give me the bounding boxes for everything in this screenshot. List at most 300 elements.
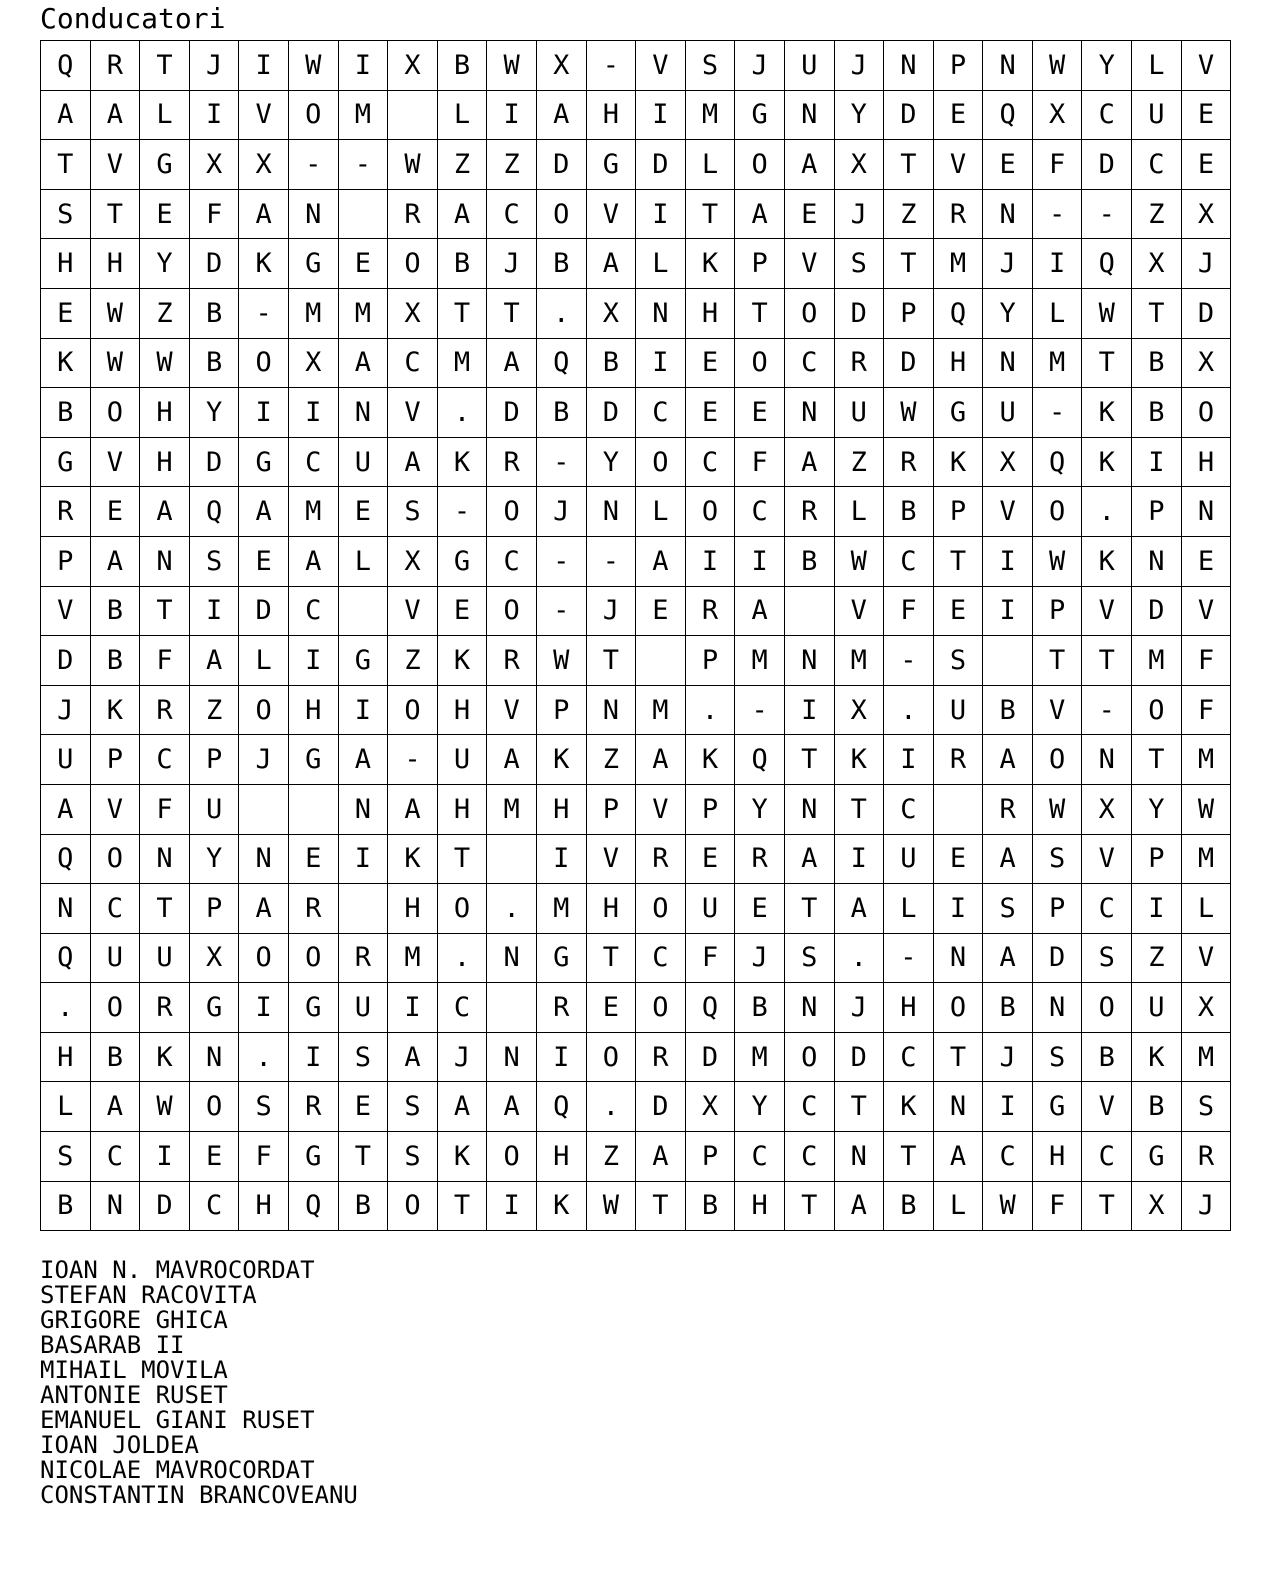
grid-cell[interactable]: K — [1082, 388, 1132, 438]
grid-cell[interactable]: W — [90, 338, 140, 388]
grid-cell[interactable]: M — [685, 90, 735, 140]
grid-cell[interactable]: C — [636, 933, 686, 983]
grid-cell[interactable]: T — [1032, 636, 1082, 686]
grid-cell[interactable]: K — [239, 239, 289, 289]
grid-cell[interactable]: O — [90, 834, 140, 884]
grid-cell[interactable]: O — [636, 884, 686, 934]
grid-cell[interactable]: - — [536, 437, 586, 487]
grid-cell[interactable]: N — [1082, 735, 1132, 785]
grid-cell[interactable]: A — [536, 90, 586, 140]
grid-cell[interactable]: L — [140, 90, 190, 140]
grid-cell[interactable]: E — [90, 487, 140, 537]
grid-cell[interactable]: Q — [41, 933, 91, 983]
grid-cell[interactable]: A — [239, 487, 289, 537]
grid-cell[interactable]: D — [884, 90, 934, 140]
grid-cell[interactable]: E — [437, 586, 487, 636]
grid-cell[interactable]: C — [388, 338, 438, 388]
grid-cell[interactable]: H — [933, 338, 983, 388]
grid-cell[interactable]: J — [239, 735, 289, 785]
grid-cell[interactable]: A — [388, 784, 438, 834]
grid-cell[interactable]: P — [1132, 834, 1182, 884]
grid-cell[interactable]: M — [1132, 636, 1182, 686]
grid-cell[interactable]: J — [735, 933, 785, 983]
grid-cell[interactable]: R — [487, 636, 537, 686]
grid-cell[interactable]: D — [1181, 288, 1231, 338]
grid-cell[interactable]: O — [735, 140, 785, 190]
grid-cell[interactable]: - — [1082, 189, 1132, 239]
grid-cell[interactable]: C — [784, 338, 834, 388]
grid-cell[interactable]: S — [388, 487, 438, 537]
grid-cell[interactable]: N — [1132, 536, 1182, 586]
grid-cell[interactable]: - — [586, 41, 636, 91]
grid-cell[interactable] — [784, 586, 834, 636]
grid-cell[interactable]: T — [933, 1032, 983, 1082]
grid-cell[interactable]: I — [735, 536, 785, 586]
grid-cell[interactable]: Z — [140, 288, 190, 338]
grid-cell[interactable]: T — [784, 735, 834, 785]
grid-cell[interactable]: Y — [1132, 784, 1182, 834]
grid-cell[interactable]: J — [586, 586, 636, 636]
grid-cell[interactable]: E — [1181, 536, 1231, 586]
grid-cell[interactable]: M — [1181, 735, 1231, 785]
grid-cell[interactable]: A — [437, 1082, 487, 1132]
grid-cell[interactable]: A — [983, 933, 1033, 983]
grid-cell[interactable]: T — [784, 884, 834, 934]
grid-cell[interactable]: U — [685, 884, 735, 934]
grid-cell[interactable]: X — [834, 140, 884, 190]
grid-cell[interactable]: T — [784, 1181, 834, 1231]
grid-cell[interactable]: . — [437, 933, 487, 983]
grid-cell[interactable]: G — [1132, 1132, 1182, 1182]
grid-cell[interactable]: - — [1032, 189, 1082, 239]
grid-cell[interactable]: W — [884, 388, 934, 438]
grid-cell[interactable]: N — [784, 636, 834, 686]
grid-cell[interactable]: H — [1032, 1132, 1082, 1182]
grid-cell[interactable]: Y — [189, 834, 239, 884]
grid-cell[interactable]: O — [1032, 735, 1082, 785]
grid-cell[interactable]: T — [685, 189, 735, 239]
grid-cell[interactable]: D — [140, 1181, 190, 1231]
grid-cell[interactable]: A — [933, 1132, 983, 1182]
grid-cell[interactable] — [338, 189, 388, 239]
grid-cell[interactable]: T — [884, 239, 934, 289]
grid-cell[interactable]: E — [735, 884, 785, 934]
grid-cell[interactable]: I — [636, 338, 686, 388]
grid-cell[interactable]: H — [586, 90, 636, 140]
grid-cell[interactable]: Y — [735, 1082, 785, 1132]
grid-cell[interactable]: D — [41, 636, 91, 686]
grid-cell[interactable]: A — [90, 1082, 140, 1132]
grid-cell[interactable]: F — [884, 586, 934, 636]
grid-cell[interactable]: V — [933, 140, 983, 190]
grid-cell[interactable]: Z — [388, 636, 438, 686]
grid-cell[interactable]: G — [288, 983, 338, 1033]
grid-cell[interactable]: Y — [586, 437, 636, 487]
grid-cell[interactable]: I — [189, 586, 239, 636]
grid-cell[interactable]: D — [189, 437, 239, 487]
grid-cell[interactable]: N — [983, 189, 1033, 239]
grid-cell[interactable]: B — [983, 983, 1033, 1033]
grid-cell[interactable]: R — [834, 338, 884, 388]
grid-cell[interactable]: G — [41, 437, 91, 487]
grid-cell[interactable]: R — [983, 784, 1033, 834]
grid-cell[interactable]: M — [1181, 834, 1231, 884]
grid-cell[interactable]: C — [1082, 884, 1132, 934]
grid-cell[interactable]: G — [288, 735, 338, 785]
grid-cell[interactable]: C — [983, 1132, 1033, 1182]
grid-cell[interactable]: - — [288, 140, 338, 190]
grid-cell[interactable]: Z — [437, 140, 487, 190]
grid-cell[interactable]: T — [586, 933, 636, 983]
grid-cell[interactable]: M — [1181, 1032, 1231, 1082]
grid-cell[interactable]: Z — [487, 140, 537, 190]
grid-cell[interactable]: B — [1132, 338, 1182, 388]
grid-cell[interactable]: P — [41, 536, 91, 586]
grid-cell[interactable]: J — [536, 487, 586, 537]
grid-cell[interactable]: W — [1082, 288, 1132, 338]
grid-cell[interactable]: K — [536, 735, 586, 785]
grid-cell[interactable]: C — [735, 487, 785, 537]
grid-cell[interactable]: A — [388, 437, 438, 487]
grid-cell[interactable]: . — [834, 933, 884, 983]
grid-cell[interactable]: M — [834, 636, 884, 686]
grid-cell[interactable]: E — [586, 983, 636, 1033]
grid-cell[interactable]: - — [239, 288, 289, 338]
grid-cell[interactable]: S — [834, 239, 884, 289]
grid-cell[interactable]: A — [735, 189, 785, 239]
grid-cell[interactable]: V — [1181, 586, 1231, 636]
grid-cell[interactable]: D — [636, 140, 686, 190]
grid-cell[interactable]: H — [140, 388, 190, 438]
grid-cell[interactable]: K — [884, 1082, 934, 1132]
grid-cell[interactable]: T — [140, 41, 190, 91]
grid-cell[interactable]: S — [41, 189, 91, 239]
grid-cell[interactable]: K — [437, 636, 487, 686]
grid-cell[interactable]: U — [338, 983, 388, 1033]
grid-cell[interactable]: A — [784, 834, 834, 884]
grid-cell[interactable]: T — [1132, 288, 1182, 338]
grid-cell[interactable]: G — [536, 933, 586, 983]
grid-cell[interactable]: Y — [983, 288, 1033, 338]
grid-cell[interactable]: A — [735, 586, 785, 636]
grid-cell[interactable]: M — [288, 487, 338, 537]
grid-cell[interactable]: J — [983, 1032, 1033, 1082]
grid-cell[interactable]: Q — [735, 735, 785, 785]
grid-cell[interactable]: X — [1181, 189, 1231, 239]
grid-cell[interactable]: T — [834, 1082, 884, 1132]
grid-cell[interactable]: O — [437, 884, 487, 934]
grid-cell[interactable]: I — [239, 41, 289, 91]
grid-cell[interactable]: N — [140, 834, 190, 884]
grid-cell[interactable]: A — [983, 834, 1033, 884]
grid-cell[interactable]: I — [784, 685, 834, 735]
grid-cell[interactable]: W — [140, 1082, 190, 1132]
grid-cell[interactable]: P — [933, 41, 983, 91]
grid-cell[interactable]: R — [487, 437, 537, 487]
grid-cell[interactable]: E — [239, 536, 289, 586]
grid-cell[interactable]: . — [487, 884, 537, 934]
grid-cell[interactable]: U — [933, 685, 983, 735]
grid-cell[interactable]: O — [90, 388, 140, 438]
grid-cell[interactable]: A — [834, 884, 884, 934]
grid-cell[interactable]: M — [735, 1032, 785, 1082]
grid-cell[interactable]: N — [884, 41, 934, 91]
grid-cell[interactable]: M — [338, 288, 388, 338]
grid-cell[interactable]: B — [437, 41, 487, 91]
grid-cell[interactable]: S — [41, 1132, 91, 1182]
grid-cell[interactable]: Q — [288, 1181, 338, 1231]
grid-cell[interactable]: W — [834, 536, 884, 586]
grid-cell[interactable]: N — [636, 288, 686, 338]
grid-cell[interactable]: - — [884, 933, 934, 983]
grid-cell[interactable]: V — [983, 487, 1033, 537]
grid-cell[interactable]: N — [834, 1132, 884, 1182]
grid-cell[interactable]: C — [884, 784, 934, 834]
grid-cell[interactable]: P — [735, 239, 785, 289]
grid-cell[interactable]: M — [536, 884, 586, 934]
grid-cell[interactable]: I — [1132, 437, 1182, 487]
grid-cell[interactable]: W — [1181, 784, 1231, 834]
grid-cell[interactable]: C — [1082, 90, 1132, 140]
grid-cell[interactable]: M — [933, 239, 983, 289]
grid-cell[interactable]: X — [1032, 90, 1082, 140]
grid-cell[interactable]: K — [388, 834, 438, 884]
grid-cell[interactable]: K — [90, 685, 140, 735]
grid-cell[interactable]: P — [933, 487, 983, 537]
grid-cell[interactable]: F — [735, 437, 785, 487]
grid-cell[interactable]: N — [1032, 983, 1082, 1033]
grid-cell[interactable]: A — [90, 536, 140, 586]
grid-cell[interactable]: A — [388, 1032, 438, 1082]
grid-cell[interactable]: I — [636, 189, 686, 239]
grid-cell[interactable]: Y — [735, 784, 785, 834]
grid-cell[interactable]: N — [784, 388, 834, 438]
grid-cell[interactable]: C — [288, 586, 338, 636]
grid-cell[interactable]: E — [1181, 140, 1231, 190]
grid-cell[interactable]: X — [239, 140, 289, 190]
grid-cell[interactable]: I — [239, 388, 289, 438]
grid-cell[interactable]: . — [239, 1032, 289, 1082]
grid-cell[interactable]: J — [735, 41, 785, 91]
grid-cell[interactable]: J — [983, 239, 1033, 289]
grid-cell[interactable]: Z — [834, 437, 884, 487]
grid-cell[interactable]: N — [41, 884, 91, 934]
grid-cell[interactable]: B — [90, 636, 140, 686]
grid-cell[interactable]: R — [685, 586, 735, 636]
grid-cell[interactable]: C — [1132, 140, 1182, 190]
grid-cell[interactable]: C — [784, 1082, 834, 1132]
grid-cell[interactable]: L — [636, 487, 686, 537]
grid-cell[interactable]: X — [189, 933, 239, 983]
grid-cell[interactable]: K — [1132, 1032, 1182, 1082]
grid-cell[interactable]: E — [685, 834, 735, 884]
grid-cell[interactable]: T — [586, 636, 636, 686]
grid-cell[interactable]: F — [685, 933, 735, 983]
grid-cell[interactable]: E — [735, 388, 785, 438]
grid-cell[interactable]: . — [586, 1082, 636, 1132]
grid-cell[interactable]: E — [983, 140, 1033, 190]
grid-cell[interactable]: W — [536, 636, 586, 686]
grid-cell[interactable]: R — [636, 834, 686, 884]
grid-cell[interactable]: E — [685, 338, 735, 388]
grid-cell[interactable]: X — [834, 685, 884, 735]
grid-cell[interactable]: R — [90, 41, 140, 91]
grid-cell[interactable]: R — [41, 487, 91, 537]
grid-cell[interactable]: B — [189, 288, 239, 338]
grid-cell[interactable]: Q — [41, 834, 91, 884]
grid-cell[interactable]: T — [338, 1132, 388, 1182]
grid-cell[interactable]: A — [90, 90, 140, 140]
grid-cell[interactable]: H — [437, 784, 487, 834]
grid-cell[interactable]: K — [1082, 536, 1132, 586]
grid-cell[interactable]: R — [784, 487, 834, 537]
grid-cell[interactable]: H — [536, 784, 586, 834]
grid-cell[interactable]: R — [288, 884, 338, 934]
grid-cell[interactable]: T — [437, 834, 487, 884]
grid-cell[interactable]: O — [90, 983, 140, 1033]
grid-cell[interactable]: K — [437, 437, 487, 487]
grid-cell[interactable]: Z — [1132, 933, 1182, 983]
grid-cell[interactable]: S — [983, 884, 1033, 934]
grid-cell[interactable]: X — [1132, 239, 1182, 289]
grid-cell[interactable]: U — [41, 735, 91, 785]
grid-cell[interactable]: N — [338, 784, 388, 834]
grid-cell[interactable]: V — [636, 41, 686, 91]
grid-cell[interactable]: D — [239, 586, 289, 636]
grid-cell[interactable]: W — [1032, 41, 1082, 91]
grid-cell[interactable]: K — [834, 735, 884, 785]
grid-cell[interactable]: O — [388, 1181, 438, 1231]
grid-cell[interactable]: K — [685, 735, 735, 785]
grid-cell[interactable]: Y — [834, 90, 884, 140]
grid-cell[interactable]: C — [487, 189, 537, 239]
grid-cell[interactable]: N — [983, 338, 1033, 388]
grid-cell[interactable]: P — [685, 636, 735, 686]
grid-cell[interactable]: S — [1032, 834, 1082, 884]
grid-cell[interactable]: O — [487, 487, 537, 537]
grid-cell[interactable]: A — [487, 735, 537, 785]
grid-cell[interactable]: C — [487, 536, 537, 586]
grid-cell[interactable]: E — [933, 90, 983, 140]
grid-cell[interactable]: N — [586, 685, 636, 735]
grid-cell[interactable]: U — [784, 41, 834, 91]
grid-cell[interactable]: K — [536, 1181, 586, 1231]
grid-cell[interactable]: F — [140, 636, 190, 686]
grid-cell[interactable]: C — [735, 1132, 785, 1182]
grid-cell[interactable]: B — [1082, 1032, 1132, 1082]
grid-cell[interactable]: T — [884, 140, 934, 190]
grid-cell[interactable]: T — [140, 586, 190, 636]
grid-cell[interactable]: A — [586, 239, 636, 289]
grid-cell[interactable]: . — [884, 685, 934, 735]
grid-cell[interactable]: B — [437, 239, 487, 289]
grid-cell[interactable]: T — [487, 288, 537, 338]
grid-cell[interactable]: O — [636, 437, 686, 487]
grid-cell[interactable]: D — [834, 1032, 884, 1082]
grid-cell[interactable]: I — [338, 41, 388, 91]
grid-cell[interactable]: N — [140, 536, 190, 586]
grid-cell[interactable]: E — [189, 1132, 239, 1182]
grid-cell[interactable]: T — [140, 884, 190, 934]
grid-cell[interactable] — [636, 636, 686, 686]
grid-cell[interactable]: V — [1032, 685, 1082, 735]
grid-cell[interactable]: P — [586, 784, 636, 834]
grid-cell[interactable]: G — [239, 437, 289, 487]
grid-cell[interactable]: L — [1032, 288, 1082, 338]
grid-cell[interactable]: - — [536, 586, 586, 636]
grid-cell[interactable]: G — [1032, 1082, 1082, 1132]
grid-cell[interactable]: F — [1181, 685, 1231, 735]
grid-cell[interactable]: H — [90, 239, 140, 289]
grid-cell[interactable]: L — [636, 239, 686, 289]
grid-cell[interactable]: G — [189, 983, 239, 1033]
grid-cell[interactable]: K — [685, 239, 735, 289]
grid-cell[interactable]: X — [288, 338, 338, 388]
grid-cell[interactable]: Q — [189, 487, 239, 537]
grid-cell[interactable]: K — [140, 1032, 190, 1082]
grid-cell[interactable]: I — [536, 834, 586, 884]
grid-cell[interactable]: I — [239, 983, 289, 1033]
grid-cell[interactable]: N — [933, 1082, 983, 1132]
grid-cell[interactable]: S — [1082, 933, 1132, 983]
grid-cell[interactable]: S — [388, 1082, 438, 1132]
grid-cell[interactable]: D — [884, 338, 934, 388]
grid-cell[interactable] — [983, 636, 1033, 686]
grid-cell[interactable]: B — [983, 685, 1033, 735]
grid-cell[interactable]: L — [1181, 884, 1231, 934]
grid-cell[interactable]: L — [1132, 41, 1182, 91]
grid-cell[interactable]: - — [437, 487, 487, 537]
grid-cell[interactable]: X — [1132, 1181, 1182, 1231]
grid-cell[interactable]: . — [536, 288, 586, 338]
grid-cell[interactable]: A — [487, 338, 537, 388]
grid-cell[interactable]: W — [487, 41, 537, 91]
grid-cell[interactable]: P — [1032, 884, 1082, 934]
grid-cell[interactable]: B — [784, 536, 834, 586]
grid-cell[interactable]: O — [487, 1132, 537, 1182]
grid-cell[interactable]: I — [189, 90, 239, 140]
grid-cell[interactable]: T — [884, 1132, 934, 1182]
grid-cell[interactable]: X — [189, 140, 239, 190]
grid-cell[interactable]: W — [140, 338, 190, 388]
grid-cell[interactable]: D — [536, 140, 586, 190]
grid-cell[interactable] — [338, 884, 388, 934]
grid-cell[interactable]: B — [536, 388, 586, 438]
grid-cell[interactable]: V — [586, 189, 636, 239]
grid-cell[interactable]: W — [586, 1181, 636, 1231]
grid-cell[interactable]: G — [437, 536, 487, 586]
grid-cell[interactable]: V — [636, 784, 686, 834]
grid-cell[interactable]: A — [437, 189, 487, 239]
grid-cell[interactable]: H — [685, 288, 735, 338]
grid-cell[interactable]: I — [288, 388, 338, 438]
grid-cell[interactable]: Y — [1082, 41, 1132, 91]
grid-cell[interactable]: N — [487, 1032, 537, 1082]
grid-cell[interactable]: O — [388, 239, 438, 289]
grid-cell[interactable]: T — [834, 784, 884, 834]
grid-cell[interactable]: A — [140, 487, 190, 537]
grid-cell[interactable]: O — [1082, 983, 1132, 1033]
grid-cell[interactable]: E — [338, 487, 388, 537]
grid-cell[interactable]: B — [735, 983, 785, 1033]
grid-cell[interactable]: X — [1082, 784, 1132, 834]
grid-cell[interactable]: X — [586, 288, 636, 338]
grid-cell[interactable]: R — [1181, 1132, 1231, 1182]
grid-cell[interactable]: O — [784, 288, 834, 338]
grid-cell[interactable]: S — [189, 536, 239, 586]
grid-cell[interactable]: D — [1032, 933, 1082, 983]
grid-cell[interactable]: K — [1082, 437, 1132, 487]
